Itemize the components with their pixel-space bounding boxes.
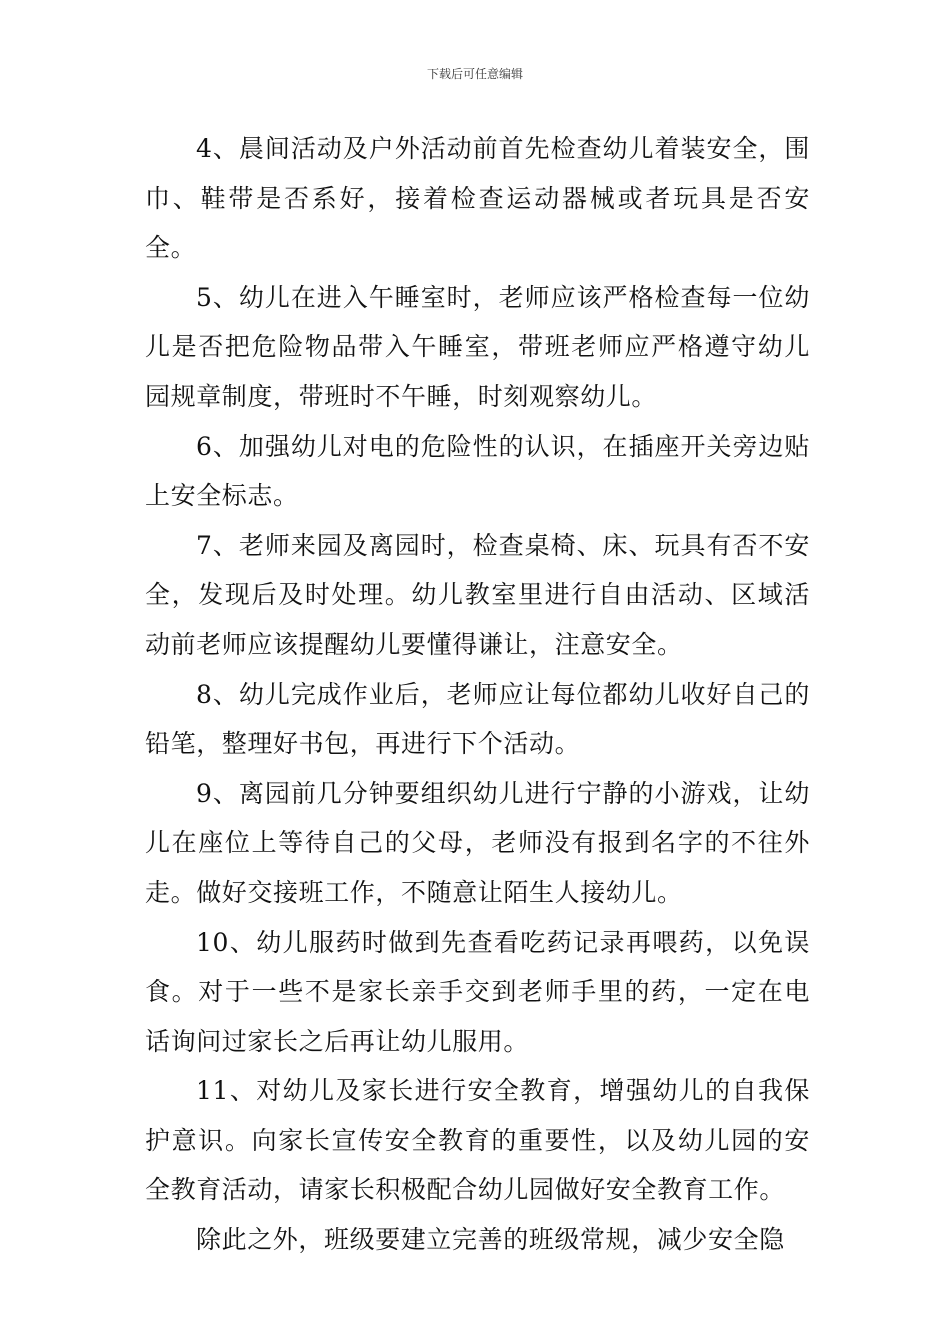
paragraph-item-4: 4、晨间活动及户外活动前首先检查幼儿着装安全，围巾、鞋带是否系好，接着检查运动器械或者玩具是否安全。 xyxy=(145,134,810,263)
paragraph-item-5: 5、幼儿在进入午睡室时，老师应该严格检查每一位幼儿是否把危险物品带入午睡室，带班老师应严格遵守幼儿园规章制度，带班时不午睡，时刻观察幼儿。 xyxy=(145,282,810,411)
paragraph-item-6: 6、加强幼儿对电的危险性的认识，在插座开关旁边贴上安全标志。 xyxy=(145,431,810,511)
paragraph-item-8: 8、幼儿完成作业后，老师应让每位都幼儿收好自己的铅笔，整理好书包，再进行下个活动。 xyxy=(145,679,810,759)
document-body xyxy=(145,124,810,1265)
paragraph-item-7: 7、老师来园及离园时，检查桌椅、床、玩具有否不安全，发现后及时处理。幼儿教室里进行自由活动、区域活动前老师应该提醒幼儿要懂得谦让，注意安全。 xyxy=(145,530,810,659)
page-header: 下载后可任意编辑 xyxy=(426,67,523,81)
paragraph-closing: 除此之外，班级要建立完善的班级常规，减少安全隐 xyxy=(196,1225,785,1255)
paragraph-item-10: 10、幼儿服药时做到先查看吃药记录再喂药，以免误食。对于一些不是家长亲手交到老师手里的药，一定在电话询问过家长之后再让幼儿服用。 xyxy=(145,927,810,1056)
paragraph-item-11: 11、对幼儿及家长进行安全教育，增强幼儿的自我保护意识。向家长宣传安全教育的重要性，以及幼儿园的安全教育活动，请家长积极配合幼儿园做好安全教育工作。 xyxy=(145,1076,810,1205)
paragraph-item-9: 9、离园前几分钟要组织幼儿进行宁静的小游戏，让幼儿在座位上等待自己的父母，老师没有报到名字的不往外走。做好交接班工作，不随意让陌生人接幼儿。 xyxy=(145,778,810,907)
